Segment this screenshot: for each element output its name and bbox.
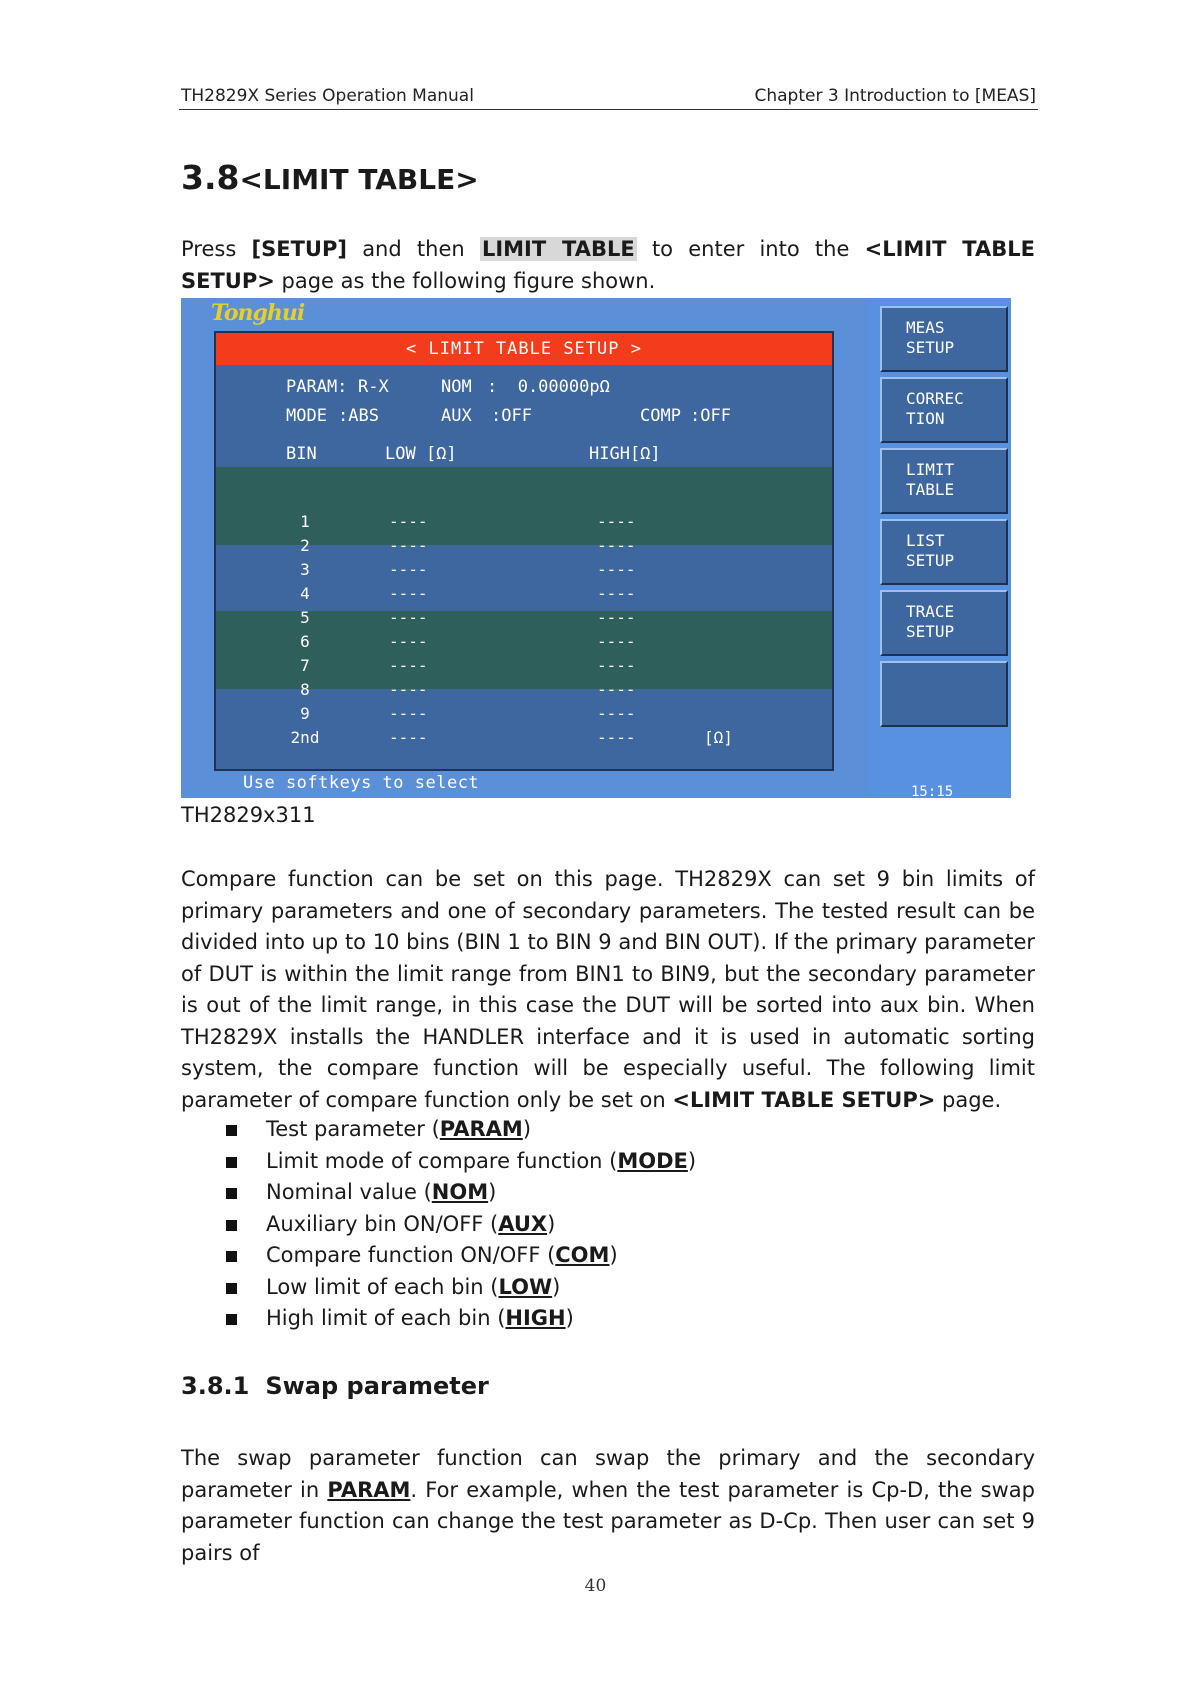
bullet-square-icon	[226, 1157, 237, 1168]
nom-value[interactable]: : 0.00000pΩ	[487, 377, 610, 397]
list-item-key: HIGH	[505, 1306, 566, 1330]
bin-number: 8	[300, 680, 310, 699]
softkey-blank[interactable]	[880, 661, 1008, 727]
list-item-close: )	[609, 1243, 618, 1267]
bin-high-limit[interactable]: ----	[597, 704, 636, 723]
list-item-key: COM	[555, 1243, 610, 1267]
bin-number: 1	[300, 512, 310, 531]
list-item-text: Test parameter (	[266, 1117, 440, 1141]
list-item-text: Compare function ON/OFF (	[266, 1243, 556, 1267]
intro-paragraph	[181, 234, 1035, 297]
bin-row[interactable]	[216, 629, 832, 655]
bin-high-limit[interactable]: ----	[597, 608, 636, 627]
bullet-square-icon	[226, 1283, 237, 1294]
bin-number: 4	[300, 584, 310, 603]
bullet-square-icon	[226, 1188, 237, 1199]
bin-row[interactable]	[216, 509, 832, 535]
bin-low-limit[interactable]: ----	[389, 656, 428, 675]
para3-param-ref: PARAM	[327, 1477, 411, 1502]
bin-high-limit[interactable]: ----	[597, 656, 636, 675]
bin-low-limit[interactable]: ----	[389, 536, 428, 555]
softkey-trace-setup[interactable]: TRACE SETUP	[880, 590, 1008, 656]
mode-label: MODE	[286, 406, 327, 426]
section-title: <LIMIT TABLE>	[239, 163, 479, 196]
para3-text: The swap parameter function can swap the primary and the secondary parameter in	[181, 1446, 1035, 1502]
intro-press: Press	[181, 237, 237, 261]
list-item-close: )	[687, 1148, 697, 1173]
bin-high-limit[interactable]: ----	[597, 536, 636, 555]
bin-low-limit[interactable]: ----	[389, 512, 428, 531]
swap-parameter-paragraph	[181, 1443, 1035, 1569]
bin-row[interactable]	[216, 701, 832, 727]
bin-number: 3	[300, 560, 310, 579]
list-item-close: )	[522, 1117, 532, 1141]
bin-high-limit[interactable]: ----	[597, 584, 636, 603]
list-item-key: LOW	[498, 1274, 553, 1299]
second-unit: [Ω]	[704, 728, 733, 747]
bin-low-limit[interactable]: ----	[389, 632, 428, 651]
bin-row[interactable]	[216, 725, 832, 751]
list-item-close: )	[552, 1274, 561, 1299]
para3-rest: . For example, when the test parameter is Cp-D, the swap parameter function can change the test parameter as D-Cp. Then user can set 9 pairs of	[181, 1477, 1035, 1565]
list-item-close: )	[488, 1180, 497, 1204]
para2-page-ref: <LIMIT TABLE SETUP>	[672, 1087, 936, 1112]
bin-low-limit[interactable]: ----	[389, 584, 428, 603]
list-item-text: Nominal value (	[266, 1180, 432, 1204]
limit-table-setup-ref: <LIMIT TABLE SETUP>	[181, 237, 1035, 293]
bin-high-limit[interactable]: ----	[597, 560, 636, 579]
bin-number: 6	[300, 632, 310, 651]
list-item	[224, 1303, 696, 1335]
low-column-header: LOW [Ω]	[385, 444, 457, 464]
bin-row[interactable]	[216, 677, 832, 703]
bin-low-limit[interactable]: ----	[389, 704, 428, 723]
subsection-number: 3.8.1	[181, 1372, 250, 1400]
softkey-meas-setup[interactable]: MEAS SETUP	[880, 306, 1008, 372]
bin-number: 7	[300, 656, 310, 675]
bin-number: 2	[300, 536, 310, 555]
param-label: PARAM:	[286, 377, 348, 397]
limit-parameter-list	[224, 1114, 696, 1335]
bin-low-limit[interactable]: ----	[389, 560, 428, 579]
list-item	[224, 1209, 696, 1241]
list-item-key: NOM	[431, 1180, 489, 1204]
high-column-header: HIGH[Ω]	[589, 444, 661, 464]
list-item-text: Low limit of each bin (	[266, 1274, 499, 1299]
bin-row[interactable]	[216, 653, 832, 679]
list-item-close: )	[565, 1306, 574, 1330]
clock: 15:15	[911, 784, 954, 798]
para2-end: page.	[942, 1087, 1002, 1112]
list-item	[224, 1177, 696, 1209]
softkey-list-setup[interactable]: LIST SETUP	[880, 519, 1008, 585]
limit-table-panel	[214, 331, 834, 771]
bin-low-limit[interactable]: ----	[389, 728, 428, 747]
section-number: 3.8	[181, 158, 240, 197]
param-value[interactable]: R-X	[358, 377, 389, 397]
running-header-chapter: Chapter 3 Introduction to [MEAS]	[754, 86, 1036, 106]
comp-label: COMP	[640, 406, 681, 426]
aux-value[interactable]: :OFF	[491, 406, 532, 426]
list-item	[224, 1146, 696, 1178]
bullet-square-icon	[226, 1220, 237, 1231]
aux-label: AUX	[441, 406, 472, 426]
bin-high-limit[interactable]: ----	[597, 728, 636, 747]
limit-table-softkey-ref: LIMIT TABLE	[481, 237, 635, 261]
bin-number: 5	[300, 608, 310, 627]
bin-row[interactable]	[216, 581, 832, 607]
tonghui-logo: Tonghui	[211, 300, 305, 326]
list-item	[224, 1114, 696, 1146]
bin-low-limit[interactable]: ----	[389, 608, 428, 627]
bin-row[interactable]	[216, 605, 832, 631]
bullet-square-icon	[226, 1314, 237, 1325]
instrument-screen	[181, 298, 1011, 798]
softkey-limit-table[interactable]: LIMIT TABLE	[880, 448, 1008, 514]
bin-row[interactable]	[216, 533, 832, 559]
bin-high-limit[interactable]: ----	[597, 512, 636, 531]
list-item-key: MODE	[617, 1148, 688, 1173]
bin-low-limit[interactable]: ----	[389, 680, 428, 699]
page-number: 40	[584, 1576, 607, 1596]
bin-high-limit[interactable]: ----	[597, 680, 636, 699]
list-item-close: )	[547, 1211, 556, 1236]
intro-and-then: and then	[362, 237, 465, 261]
header-rule	[179, 109, 1038, 110]
list-item-text: High limit of each bin (	[266, 1306, 506, 1330]
intro-rest: page as the following figure shown.	[281, 268, 656, 293]
list-item-text: Limit mode of compare function (	[266, 1148, 618, 1173]
bin-row[interactable]	[216, 557, 832, 583]
bin-high-limit[interactable]: ----	[597, 632, 636, 651]
running-header-title: TH2829X Series Operation Manual	[181, 86, 474, 106]
setup-key-ref: [SETUP]	[251, 237, 347, 261]
screen-title-bar: < LIMIT TABLE SETUP >	[216, 333, 832, 365]
bin-number: 9	[300, 704, 310, 723]
bullet-square-icon	[226, 1125, 237, 1136]
comp-value[interactable]: :OFF	[690, 406, 731, 426]
bin-number: 2nd	[290, 728, 320, 747]
list-item	[224, 1240, 696, 1272]
subsection-title: Swap parameter	[265, 1372, 489, 1400]
bullet-square-icon	[226, 1251, 237, 1262]
mode-value[interactable]: :ABS	[338, 406, 379, 426]
softkey-column	[869, 298, 1011, 798]
bin-column-header: BIN	[286, 444, 317, 464]
list-item-text: Auxiliary bin ON/OFF (	[266, 1211, 499, 1236]
para2-text: Compare function can be set on this page. TH2829X can set 9 bin limits of primary parameters and one of secondary parameters. The tested result can be divided into up to 10 bins (BIN 1 to BIN 9 and BIN OUT). If the primary parameter of DUT is within the limit range from BIN1 to BIN9, but the secondary parameter is out of the limit range, in this case the DUT will be sorted into aux bin. When TH2829X installs the HANDLER interface and it is used in automatic sorting system, the compare function will be especially useful. The following limit parameter of compare function only be set on	[181, 867, 1035, 1112]
compare-function-paragraph	[181, 864, 1035, 1116]
softkey-correction[interactable]: CORREC TION	[880, 377, 1008, 443]
list-item-key: AUX	[498, 1211, 548, 1236]
list-item	[224, 1272, 696, 1304]
status-message: Use softkeys to select	[243, 773, 480, 793]
subsection-heading	[181, 1372, 489, 1400]
list-item-key: PARAM	[439, 1117, 523, 1141]
section-heading	[181, 158, 479, 197]
figure-caption: TH2829x311	[181, 803, 316, 827]
nom-label: NOM	[441, 377, 472, 397]
intro-to-enter: to enter into the	[651, 237, 850, 261]
